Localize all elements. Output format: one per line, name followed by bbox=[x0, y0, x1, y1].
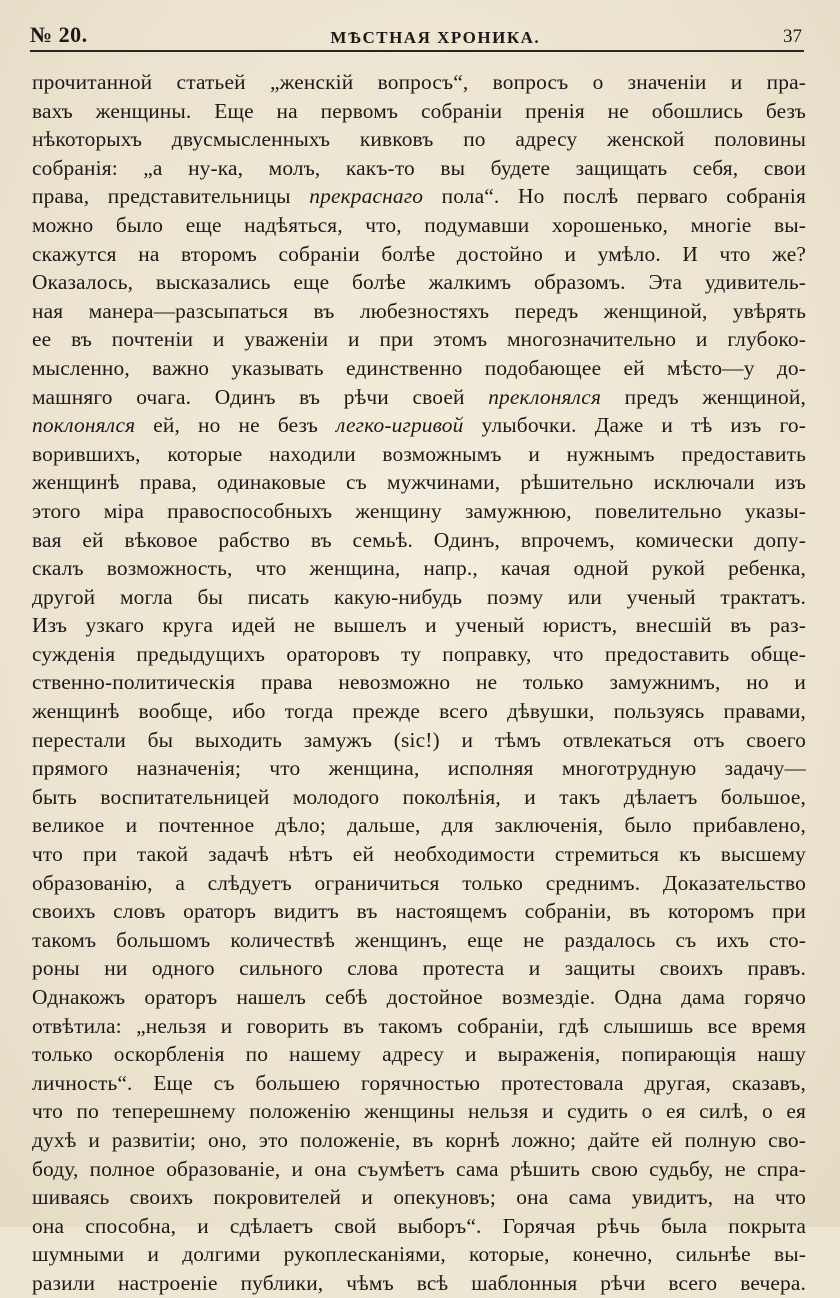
text-line bbox=[32, 954, 806, 983]
text-segment: Однакожъ ораторъ нашелъ себѣ достойное возмездіе. Одна дама горячо bbox=[32, 985, 806, 1009]
italic-phrase: прекраснаго bbox=[309, 184, 424, 209]
text-line bbox=[32, 182, 806, 211]
text-segment: женщинѣ вообще, ибо тогда прежде всего дѣвушки, пользуясь правами, bbox=[32, 699, 806, 724]
text-line bbox=[32, 697, 806, 726]
text-line bbox=[32, 640, 806, 669]
text-segment: ей, но не безъ bbox=[135, 413, 336, 438]
text-segment: она способна, и сдѣлаетъ свой выборъ“. Горячая рѣчь была покрыта bbox=[32, 1213, 806, 1238]
text-line bbox=[32, 783, 806, 812]
text-line bbox=[32, 68, 806, 97]
text-segment: шумными и долгими рукоплесканіями, которые, конечно, сильнѣе вы- bbox=[32, 1242, 806, 1267]
text-segment: этого міра правоспособныхъ женщину замужнюю, повелительно указы- bbox=[32, 498, 806, 523]
text-segment: права, представительницы bbox=[32, 184, 310, 209]
text-line bbox=[32, 1126, 806, 1155]
text-segment: духѣ и развитіи; оно, это положеніе, въ корнѣ ложно; дайте ей полную сво- bbox=[32, 1127, 806, 1152]
text-line bbox=[32, 754, 806, 783]
text-line bbox=[32, 383, 806, 412]
text-segment: предъ женщиной, bbox=[601, 384, 806, 409]
text-segment: вахъ женщины. Еще на первомъ собраніи пренія не обошлись безъ bbox=[32, 98, 806, 123]
text-line bbox=[32, 1212, 806, 1241]
text-segment: ворившихъ, которые находили возможнымъ и нужнымъ предоставить bbox=[32, 441, 806, 466]
text-segment: ная манера—разсыпаться въ любезностяхъ передъ женщиной, увѣрять bbox=[32, 298, 806, 323]
text-line bbox=[32, 1240, 806, 1269]
text-segment: скажутся на второмъ собраніи болѣе достойно и умѣло. И что же? bbox=[32, 241, 806, 266]
text-line bbox=[32, 526, 806, 555]
text-segment: личность“. Еще съ большею горячностью протестовала другая, сказавъ, bbox=[32, 1070, 806, 1095]
text-segment: Изъ узкаго круга идей не вышелъ и ученый юристъ, внесшій въ раз- bbox=[32, 613, 806, 638]
text-line bbox=[32, 268, 806, 297]
text-line bbox=[32, 611, 806, 640]
text-line bbox=[32, 125, 806, 154]
text-segment: шиваясь своихъ покровителей и опекуновъ; она сама увидитъ, на что bbox=[32, 1185, 806, 1210]
article-body bbox=[32, 68, 806, 1298]
text-segment: женщинѣ права, одинаковые съ мужчинами, рѣшительно исключали изъ bbox=[32, 470, 806, 495]
text-segment: нѣкоторыхъ двусмысленныхъ кивковъ по адресу женской половины bbox=[32, 127, 806, 152]
text-segment: отвѣтила: „нельзя и говорить въ такомъ собраніи, гдѣ слышишь все время bbox=[32, 1013, 806, 1038]
text-segment: прямого назначенія; что женщина, исполняя многотрудную задачу— bbox=[32, 756, 806, 781]
text-segment: только оскорбленія по нашему адресу и выраженія, попирающія нашу bbox=[32, 1042, 806, 1067]
text-segment: мысленно, важно указывать единственно подобающее ей мѣсто—у до- bbox=[32, 355, 806, 380]
header-rule bbox=[30, 50, 804, 52]
text-line bbox=[32, 668, 806, 697]
text-line bbox=[32, 1183, 806, 1212]
text-segment: Оказалось, высказались еще болѣе жалкимъ образомъ. Эта удивитель- bbox=[32, 270, 806, 295]
section-title: МѢСТНАЯ ХРОНИКА. bbox=[330, 28, 541, 47]
text-segment: пола“. Но послѣ перваго собранія bbox=[423, 184, 806, 209]
text-segment: что при такой задачѣ нѣтъ ей необходимости стремиться къ высшему bbox=[32, 842, 806, 867]
text-line bbox=[32, 983, 806, 1012]
text-line bbox=[32, 1069, 806, 1098]
text-line bbox=[32, 1155, 806, 1184]
text-line bbox=[32, 554, 806, 583]
text-line bbox=[32, 811, 806, 840]
text-line bbox=[32, 840, 806, 869]
text-line bbox=[32, 97, 806, 126]
text-line bbox=[32, 411, 806, 440]
text-line bbox=[32, 354, 806, 383]
text-line bbox=[32, 468, 806, 497]
text-segment: машняго очага. Одинъ въ рѣчи своей bbox=[32, 384, 489, 409]
text-segment: быть воспитательницей молодого поколѣнія, и такъ дѣлаетъ большое, bbox=[32, 784, 806, 809]
italic-phrase: легко-игривой bbox=[336, 413, 464, 438]
text-line bbox=[32, 1040, 806, 1069]
text-segment: скалъ возможность, что женщина, напр., качая одной рукой ребенка, bbox=[32, 556, 806, 581]
text-segment: что по теперешнему положенію женщины нельзя и судить о ея силѣ, о ея bbox=[32, 1099, 806, 1124]
text-segment: можно было еще надѣяться, что, подумавши хорошенько, многіе вы- bbox=[32, 212, 806, 237]
text-segment: сужденія предыдущихъ ораторовъ ту поправку, что предоставить обще- bbox=[32, 641, 806, 666]
text-segment: ее въ почтеніи и уваженіи и при этомъ многозначительно и глубоко- bbox=[32, 327, 806, 352]
text-line bbox=[32, 1269, 806, 1298]
text-segment: ственно-политическія права невозможно не только замужнимъ, но и bbox=[32, 670, 806, 695]
text-line bbox=[32, 240, 806, 269]
page-header bbox=[30, 18, 802, 48]
text-segment: разили настроеніе публики, чѣмъ всѣ шаблонныя рѣчи всего вечера. bbox=[32, 1270, 806, 1295]
text-line bbox=[32, 211, 806, 240]
italic-phrase: поклонялся bbox=[32, 413, 136, 438]
text-segment: великое и почтенное дѣло; дальше, для заключенія, было прибавлено, bbox=[32, 813, 806, 838]
italic-phrase: преклонялся bbox=[488, 384, 602, 409]
issue-number: № 20. bbox=[30, 22, 88, 47]
text-segment: улыбочки. Даже и тѣ изъ го- bbox=[463, 413, 806, 438]
text-segment: своихъ словъ ораторъ видитъ въ настоящемъ собраніи, въ которомъ при bbox=[32, 899, 806, 924]
text-segment: собранія: „а ну-ка, молъ, какъ-то вы будете защищать себя, свои bbox=[32, 155, 806, 180]
text-line bbox=[32, 440, 806, 469]
text-line bbox=[32, 897, 806, 926]
text-line bbox=[32, 1012, 806, 1041]
text-segment: перестали бы выходить замужъ (sic!) и тѣмъ отвлекаться отъ своего bbox=[32, 727, 806, 752]
text-line bbox=[32, 497, 806, 526]
text-line bbox=[32, 325, 806, 354]
text-line bbox=[32, 726, 806, 755]
text-line bbox=[32, 154, 806, 183]
text-line bbox=[32, 297, 806, 326]
text-segment: боду, полное образованіе, и она съумѣетъ сама рѣшить свою судьбу, не спра- bbox=[32, 1156, 806, 1181]
text-segment: вая ей вѣковое рабство въ семьѣ. Одинъ, впрочемъ, комически допу- bbox=[32, 527, 806, 552]
text-line bbox=[32, 869, 806, 898]
page-number: 37 bbox=[783, 26, 802, 47]
text-line bbox=[32, 1097, 806, 1126]
text-segment: роны ни одного сильного слова протеста и защиты своихъ правъ. bbox=[32, 956, 806, 981]
text-segment: другой могла бы писать какую-нибудь поэму или ученый трактатъ. bbox=[32, 584, 806, 609]
text-line bbox=[32, 926, 806, 955]
text-segment: такомъ большомъ количествѣ женщинъ, еще не раздалось съ ихъ сто- bbox=[32, 927, 806, 952]
text-segment: образованію, а слѣдуетъ ограничиться только среднимъ. Доказательство bbox=[32, 870, 806, 895]
text-segment: прочитанной статьей „женскій вопросъ“, вопросъ о значеніи и пра- bbox=[32, 70, 806, 94]
text-line bbox=[32, 583, 806, 612]
